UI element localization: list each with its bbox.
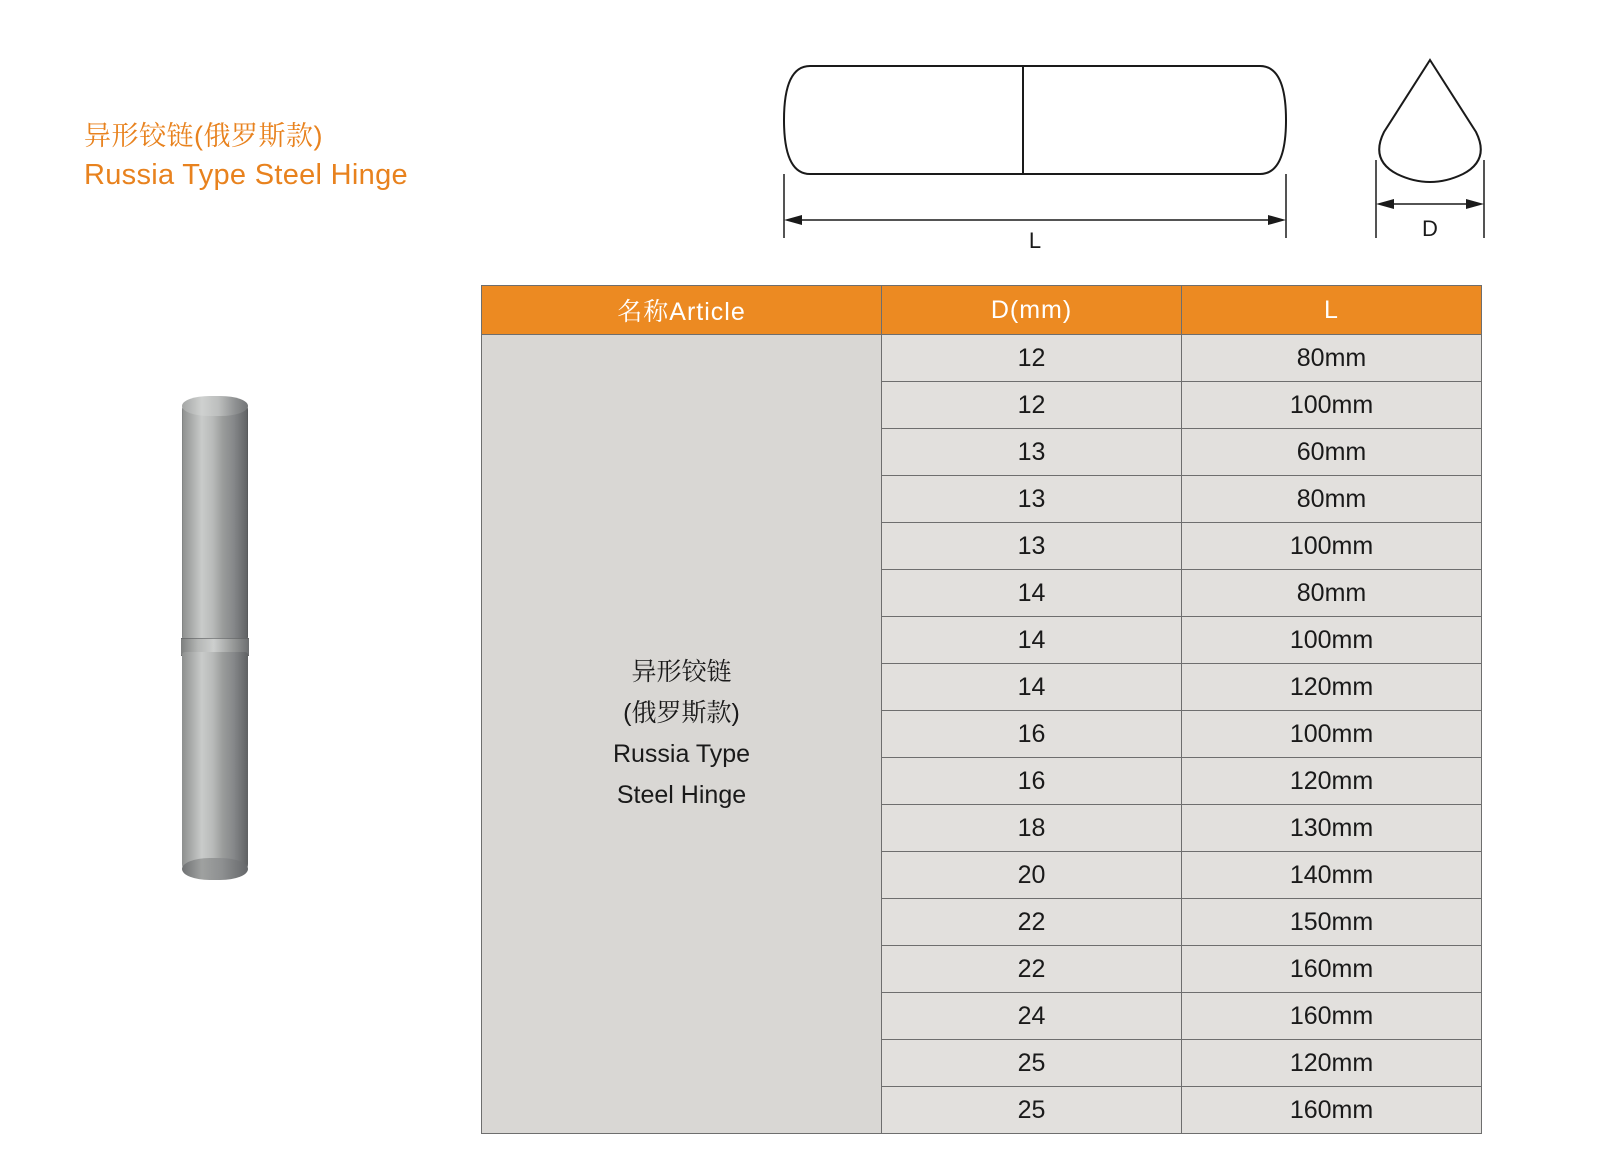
cell-l: 100mm xyxy=(1182,711,1482,758)
cell-l: 60mm xyxy=(1182,429,1482,476)
cell-l: 80mm xyxy=(1182,570,1482,617)
cell-d: 24 xyxy=(882,993,1182,1040)
cell-l: 120mm xyxy=(1182,664,1482,711)
cell-d: 14 xyxy=(882,664,1182,711)
cell-l: 80mm xyxy=(1182,476,1482,523)
cell-l: 140mm xyxy=(1182,852,1482,899)
cell-l: 100mm xyxy=(1182,523,1482,570)
cell-d: 16 xyxy=(882,758,1182,805)
side-view-drawing xyxy=(770,48,1310,263)
cell-d: 20 xyxy=(882,852,1182,899)
article-name-line: Russia Type xyxy=(612,740,751,768)
hinge-top-cap xyxy=(182,396,248,416)
cell-l: 160mm xyxy=(1182,1087,1482,1134)
hinge-upper-barrel xyxy=(182,400,248,640)
dimension-label-L: L xyxy=(1028,228,1042,253)
cell-l: 100mm xyxy=(1182,617,1482,664)
cell-d: 22 xyxy=(882,946,1182,993)
article-name-line: 异形铰链 xyxy=(631,657,732,686)
cell-l: 80mm xyxy=(1182,335,1482,382)
specification-table xyxy=(481,285,1482,1134)
cell-d: 25 xyxy=(882,1087,1182,1134)
cell-d: 14 xyxy=(882,570,1182,617)
dimension-label-D: D xyxy=(1422,216,1438,241)
cell-d: 12 xyxy=(882,382,1182,429)
title-english: Russia Type Steel Hinge xyxy=(84,159,408,192)
cell-d: 18 xyxy=(882,805,1182,852)
title-chinese: 异形铰链(俄罗斯款) xyxy=(84,121,323,151)
column-header-l: L xyxy=(1182,286,1482,335)
cell-l: 120mm xyxy=(1182,758,1482,805)
article-name-line: (俄罗斯款) xyxy=(623,698,740,727)
cell-l: 160mm xyxy=(1182,993,1482,1040)
hinge-bottom-cap xyxy=(182,858,248,880)
cell-d: 14 xyxy=(882,617,1182,664)
cell-d: 22 xyxy=(882,899,1182,946)
cell-d: 25 xyxy=(882,1040,1182,1087)
cell-l: 150mm xyxy=(1182,899,1482,946)
article-name-cell xyxy=(482,335,882,1134)
cross-section-drawing xyxy=(1350,48,1510,263)
cell-d: 13 xyxy=(882,523,1182,570)
product-photo-hinge xyxy=(160,390,270,890)
article-name-line: Steel Hinge xyxy=(616,781,747,810)
cell-l: 130mm xyxy=(1182,805,1482,852)
column-header-d: D(mm) xyxy=(882,286,1182,335)
cell-d: 16 xyxy=(882,711,1182,758)
column-header-article: 名称Article xyxy=(482,286,882,335)
cell-l: 160mm xyxy=(1182,946,1482,993)
cell-l: 120mm xyxy=(1182,1040,1482,1087)
cell-d: 13 xyxy=(882,429,1182,476)
page-title xyxy=(84,118,504,196)
table-header-row xyxy=(482,286,1482,335)
cell-l: 100mm xyxy=(1182,382,1482,429)
table-row xyxy=(482,335,1482,382)
cell-d: 12 xyxy=(882,335,1182,382)
cell-d: 13 xyxy=(882,476,1182,523)
hinge-lower-barrel xyxy=(182,652,248,874)
